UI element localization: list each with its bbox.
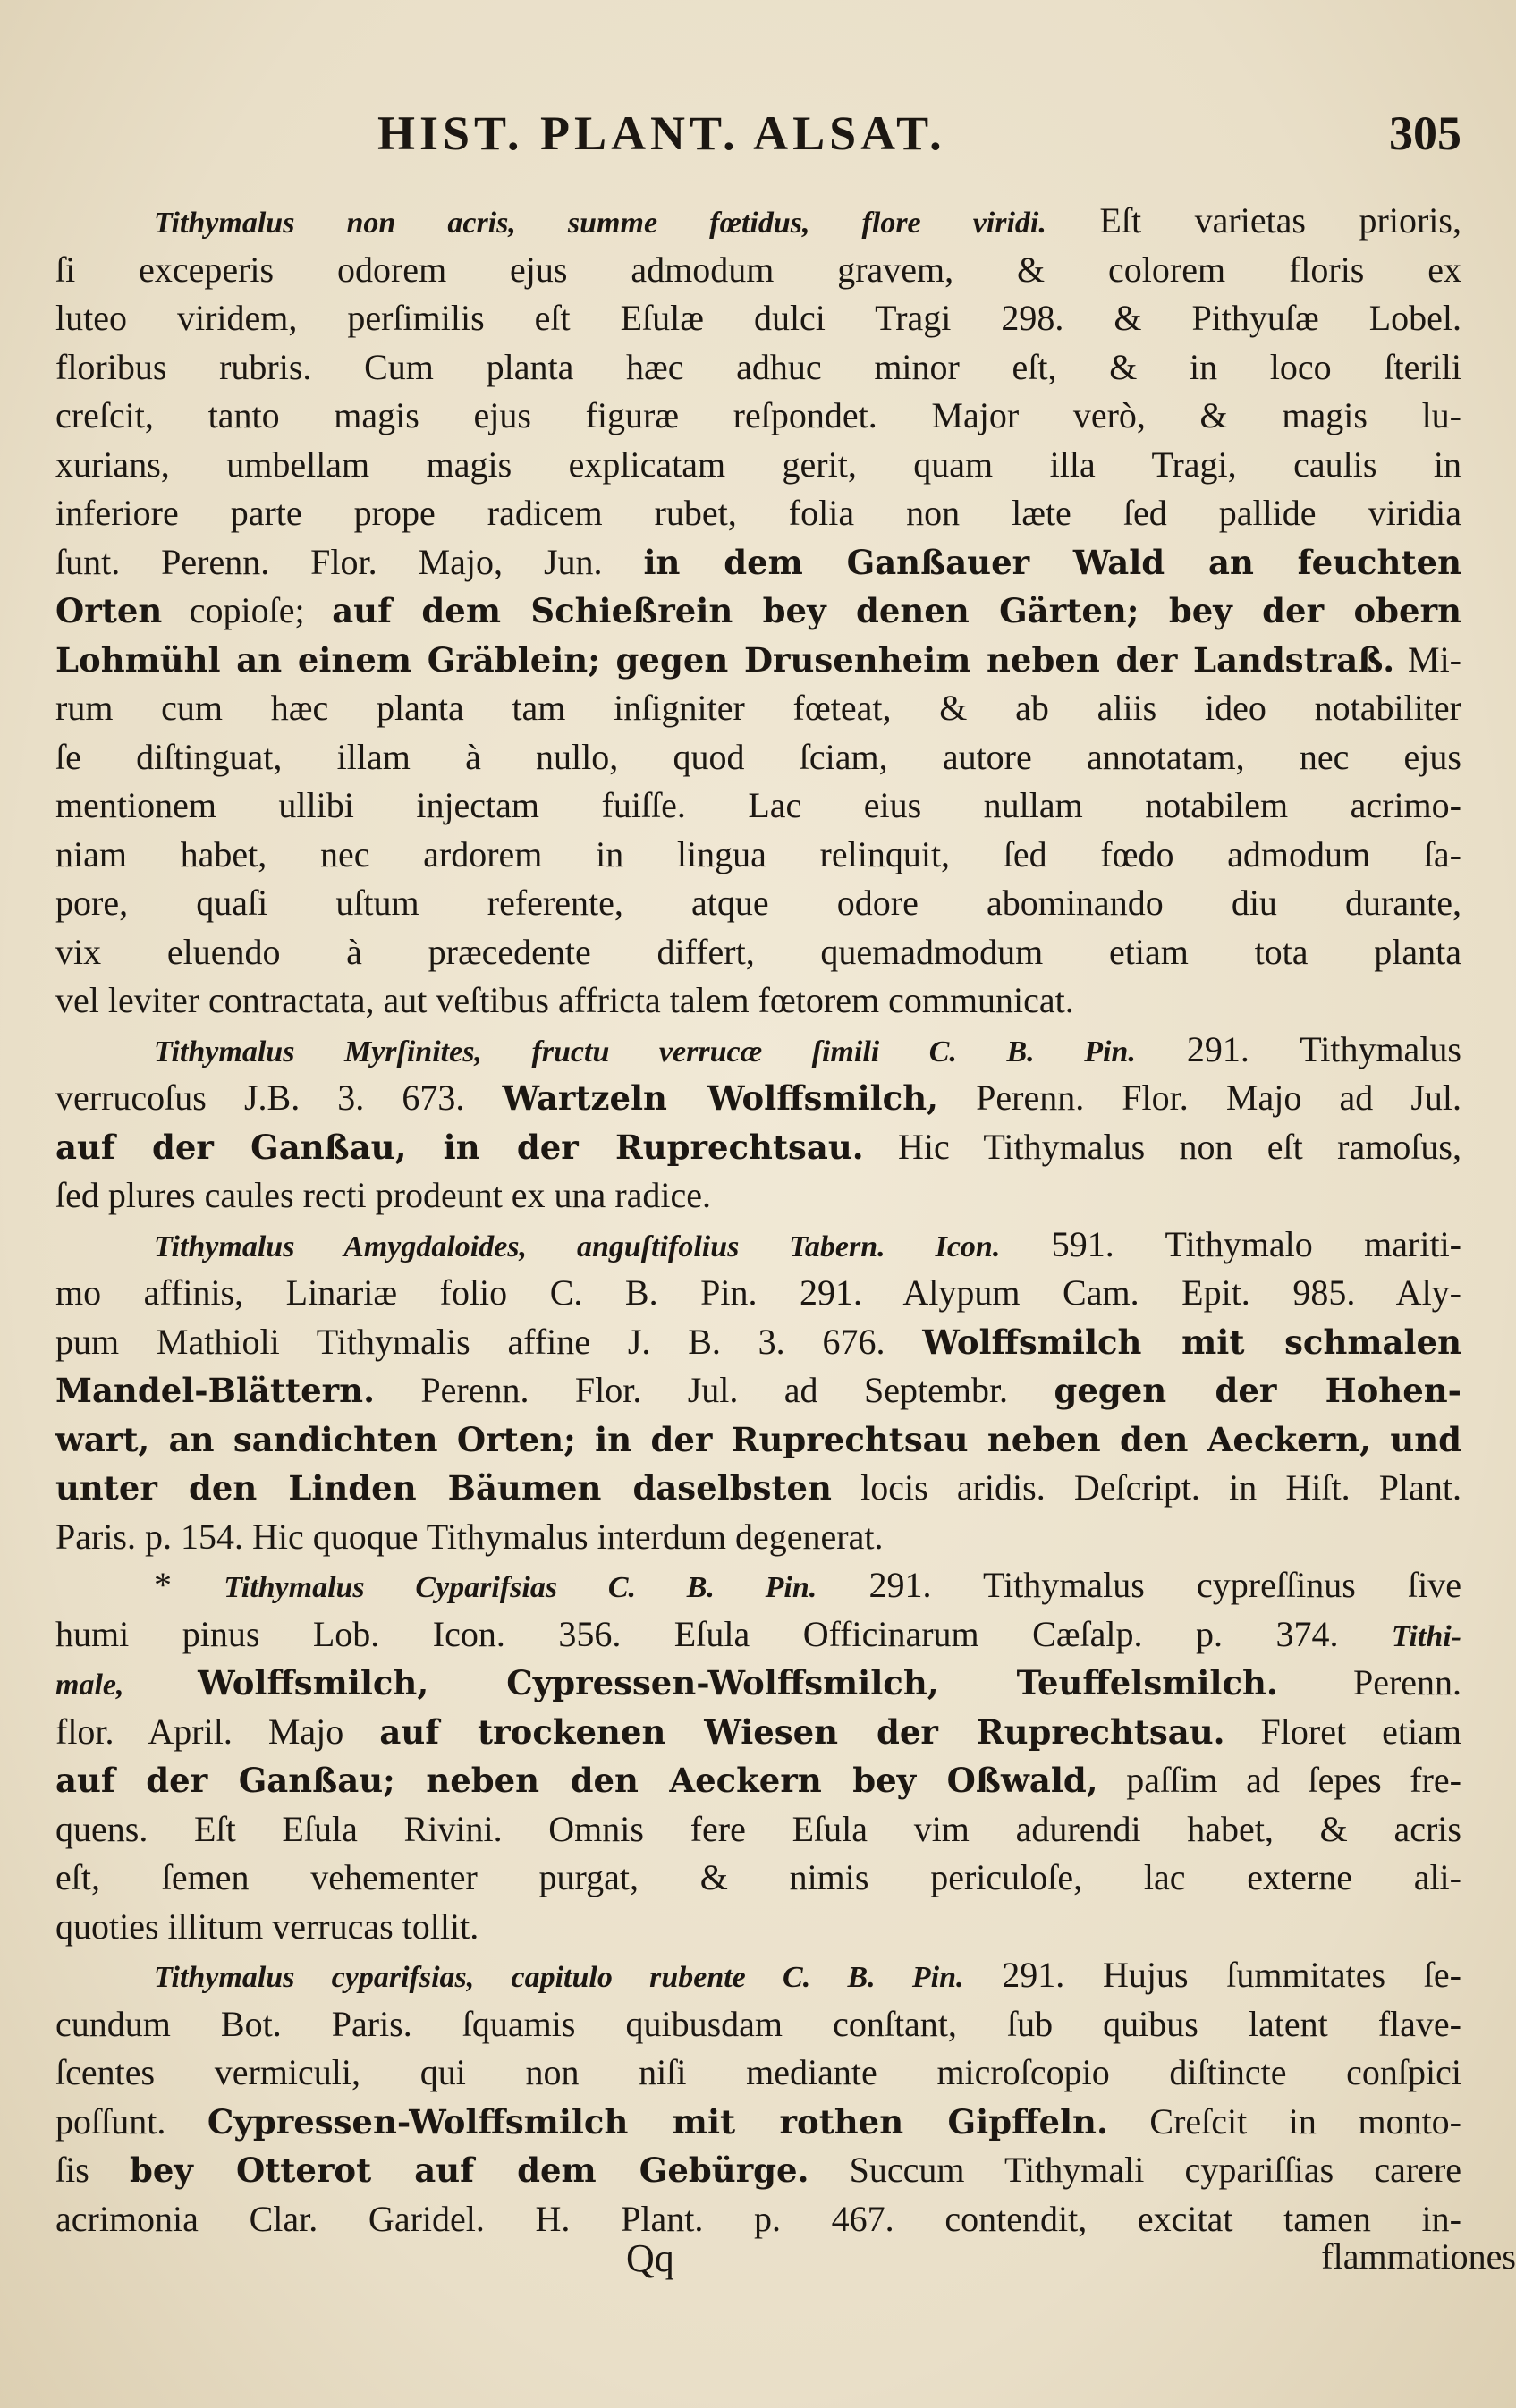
text-run: floribus rubris. Cum planta hæc adhuc minor eſt, & in loco ſterili [55, 346, 1461, 387]
text-line [55, 294, 1461, 343]
text-line [55, 1074, 1461, 1123]
text-run: Mi- [1394, 638, 1461, 680]
text-line [55, 1903, 1461, 1952]
text-line [55, 636, 1461, 685]
text-line [55, 1269, 1461, 1318]
fraktur-phrase: Lohmühl an einem Gräblein; gegen Drusenheim neben der Landstraß. [55, 639, 1395, 680]
text-run: Creſcit in monto- [1107, 2100, 1461, 2142]
fraktur-phrase: auf der Ganßau; neben den Aeckern bey Oßwald, [55, 1761, 1098, 1800]
text-run: ſi exceperis odorem ejus admodum gravem, & colorem floris ex [55, 249, 1461, 290]
italic-phrase: Tithymalus cyparifsias, capitulo rubente C. B. Pin. [154, 1961, 964, 1994]
text-line [55, 1026, 1461, 1075]
catchword: flammationes [1321, 2236, 1516, 2277]
text-run: Floret etiam [1224, 1711, 1461, 1752]
text-line [55, 782, 1461, 831]
text-run: vel leviter contractata, aut veſtibus affricta talem fœtorem communicat. [55, 980, 1074, 1020]
running-title: HIST. PLANT. ALSAT. [377, 106, 946, 160]
text-line [55, 1951, 1461, 2000]
text-run: niam habet, nec ardorem in lingua relinquit, ſed fœdo admodum ſa- [55, 833, 1461, 874]
text-run: Succum Tithymali cypariſſias carere [809, 2150, 1461, 2190]
book-page [55, 106, 1461, 2243]
text-run: Perenn. Flor. Jul. ad Septembr. [374, 1370, 1054, 1410]
text-line [55, 1171, 1461, 1221]
fraktur-phrase: Cypressen-Wolffsmilch mit rothen Gipffeln. [207, 2101, 1108, 2142]
text-line [55, 1318, 1461, 1367]
text-body [55, 197, 1461, 2243]
fraktur-phrase: auf dem Schießrein bey denen Gärten; bey der obern [332, 591, 1461, 630]
text-line [55, 976, 1461, 1026]
text-run: humi pinus Lob. Icon. 356. Eſula Officinarum Cæſalp. p. 374. [55, 1613, 1392, 1654]
text-run: mo affinis, Linariæ folio C. B. Pin. 291. Alypum Cam. Epit. 985. Aly- [55, 1272, 1461, 1313]
fraktur-phrase: Wolffsmilch mit schmalen [922, 1322, 1461, 1362]
fraktur-phrase: gegen der Hohen- [1054, 1371, 1461, 1410]
text-line [55, 831, 1461, 880]
fraktur-phrase: auf der Ganßau, in der Ruprechtsau. [55, 1127, 864, 1167]
page-number: 305 [1389, 106, 1461, 160]
text-run: poſſunt. [55, 2100, 207, 2142]
text-line [55, 2195, 1461, 2244]
text-line [55, 2098, 1461, 2147]
text-run: Perenn. Flor. Majo ad Jul. [938, 1077, 1461, 1118]
text-run: acrimonia Clar. Garidel. H. Plant. p. 467. contendit, excitat tamen in- [55, 2198, 1461, 2239]
fraktur-phrase: Orten [55, 591, 163, 630]
text-run: * [154, 1565, 224, 1605]
text-line [55, 1854, 1461, 1903]
text-run: ſed plures caules recti prodeunt ex una radice. [55, 1175, 712, 1215]
text-run: Eſt varietas prioris, [1046, 200, 1461, 241]
text-run: luteo viridem, perſimilis eſt Eſulæ dulci Tragi 298. & Pithyuſæ Lobel. [55, 298, 1461, 338]
fraktur-phrase: bey Otterot auf dem Gebürge. [130, 2150, 809, 2190]
text-run: cundum Bot. Paris. ſquamis quibusdam conſtant, ſub quibus latent flave- [55, 2003, 1461, 2044]
text-line [55, 392, 1461, 441]
running-head [55, 106, 1461, 195]
text-run: creſcit, tanto magis ejus figuræ reſpondet. Major verò, & magis lu- [55, 395, 1461, 435]
text-run: rum cum hæc planta tam inſigniter fœteat, & ab aliis ideo notabiliter [55, 688, 1461, 728]
signature-mark: Qq [626, 2236, 674, 2280]
italic-phrase: Tithymalus Cyparifsias C. B. Pin. [224, 1571, 817, 1604]
text-run: inferiore parte prope radicem rubet, folia non læte ſed pallide viridia [55, 493, 1461, 533]
fraktur-phrase: auf trockenen Wiesen der Ruprechtsau. [379, 1711, 1225, 1752]
text-run: verrucoſus J.B. 3. 673. [55, 1077, 503, 1118]
text-line [55, 1561, 1461, 1610]
text-line [55, 1123, 1461, 1172]
text-line [55, 684, 1461, 733]
text-line [55, 1366, 1461, 1415]
fraktur-phrase: unter den Linden Bäumen daselbsten [55, 1468, 832, 1508]
fraktur-phrase: wart, an sandichten Orten; in der Ruprechtsau neben den Aeckern, und [55, 1419, 1461, 1459]
text-run: xurians, umbellam magis explicatam gerit, quam illa Tragi, caulis in [55, 444, 1461, 485]
text-run: ſunt. Perenn. Flor. Majo, Jun. [55, 541, 644, 582]
text-run: ſis [55, 2150, 130, 2190]
text-line [55, 343, 1461, 393]
italic-phrase: Tithymalus Amygdaloides, anguſtifolius Tabern. Icon. [154, 1229, 1001, 1263]
fraktur-phrase: Wartzeln Wolffsmilch, [502, 1078, 938, 1118]
text-run: paſſim ad ſepes fre- [1097, 1760, 1461, 1800]
text-run: 591. Tithymalo mariti- [1000, 1223, 1461, 1264]
text-line [55, 1221, 1461, 1270]
text-line [55, 733, 1461, 782]
text-run: quens. Eſt Eſula Rivini. Omnis fere Eſula vim adurendi habet, & acris [55, 1808, 1461, 1849]
text-line [55, 2049, 1461, 2098]
text-line [55, 1659, 1461, 1708]
text-run: copioſe; [162, 590, 333, 630]
text-line [55, 2000, 1461, 2049]
text-line [55, 1708, 1461, 1757]
text-run: flor. April. Majo [55, 1711, 380, 1752]
text-line [55, 1610, 1461, 1660]
text-run: pore, quaſi uſtum referente, atque odore abominando diu durante, [55, 883, 1461, 923]
text-line [55, 538, 1461, 587]
text-run: 291. Tithymalus cypreſſinus ſive [817, 1565, 1461, 1605]
text-line [55, 1513, 1461, 1562]
text-line [55, 489, 1461, 538]
text-line [55, 879, 1461, 928]
text-line [55, 587, 1461, 636]
text-line [55, 197, 1461, 246]
text-run: 291. Hujus ſummitates ſe- [963, 1955, 1461, 1995]
text-run: vix eluendo à præcedente differt, quemadmodum etiam tota planta [55, 931, 1461, 972]
italic-phrase: Tithymalus non acris, summe fœtidus, flore viridi. [154, 207, 1046, 240]
text-line [55, 441, 1461, 490]
text-line [55, 2146, 1461, 2195]
text-line [55, 928, 1461, 977]
text-run: pum Mathioli Tithymalis affine J. B. 3. 676. [55, 1321, 923, 1362]
text-run: Perenn. [1277, 1662, 1461, 1702]
text-run: eſt, ſemen vehementer purgat, & nimis periculoſe, lac externe ali- [55, 1857, 1461, 1897]
fraktur-phrase: in dem Ganßauer Wald an feuchten [643, 542, 1461, 582]
text-line [55, 1464, 1461, 1513]
text-run: 291. Tithymalus [1135, 1028, 1461, 1069]
text-run: mentionem ullibi injectam fuiſſe. Lac eius nullam notabilem acrimo- [55, 785, 1461, 825]
italic-phrase: Tithi- [1391, 1619, 1461, 1653]
text-run: locis aridis. Deſcript. in Hiſt. Plant. [831, 1467, 1461, 1508]
text-line [55, 1805, 1461, 1855]
text-line [55, 1415, 1461, 1465]
text-run: Paris. p. 154. Hic quoque Tithymalus interdum degenerat. [55, 1516, 884, 1557]
text-line [55, 246, 1461, 295]
text-run: ſe diſtinguat, illam à nullo, quod ſciam, autore annotatam, nec ejus [55, 736, 1461, 777]
fraktur-phrase: Mandel-Blättern. [55, 1371, 375, 1410]
text-run: Hic Tithymalus non eſt ramoſus, [863, 1126, 1461, 1167]
text-run: quoties illitum verrucas tollit. [55, 1905, 479, 1947]
italic-phrase: Tithymalus Myrſinites, fructu verrucæ ſimili C. B. Pin. [154, 1035, 1136, 1069]
text-line [55, 1756, 1461, 1805]
text-run: ſcentes vermiculi, qui non niſi mediante microſcopio diſtincte conſpici [55, 2052, 1461, 2092]
italic-phrase: male, [55, 1669, 199, 1702]
fraktur-phrase: Wolffsmilch, Cypressen-Wolffsmilch, Teuffelsmilch. [198, 1663, 1278, 1702]
